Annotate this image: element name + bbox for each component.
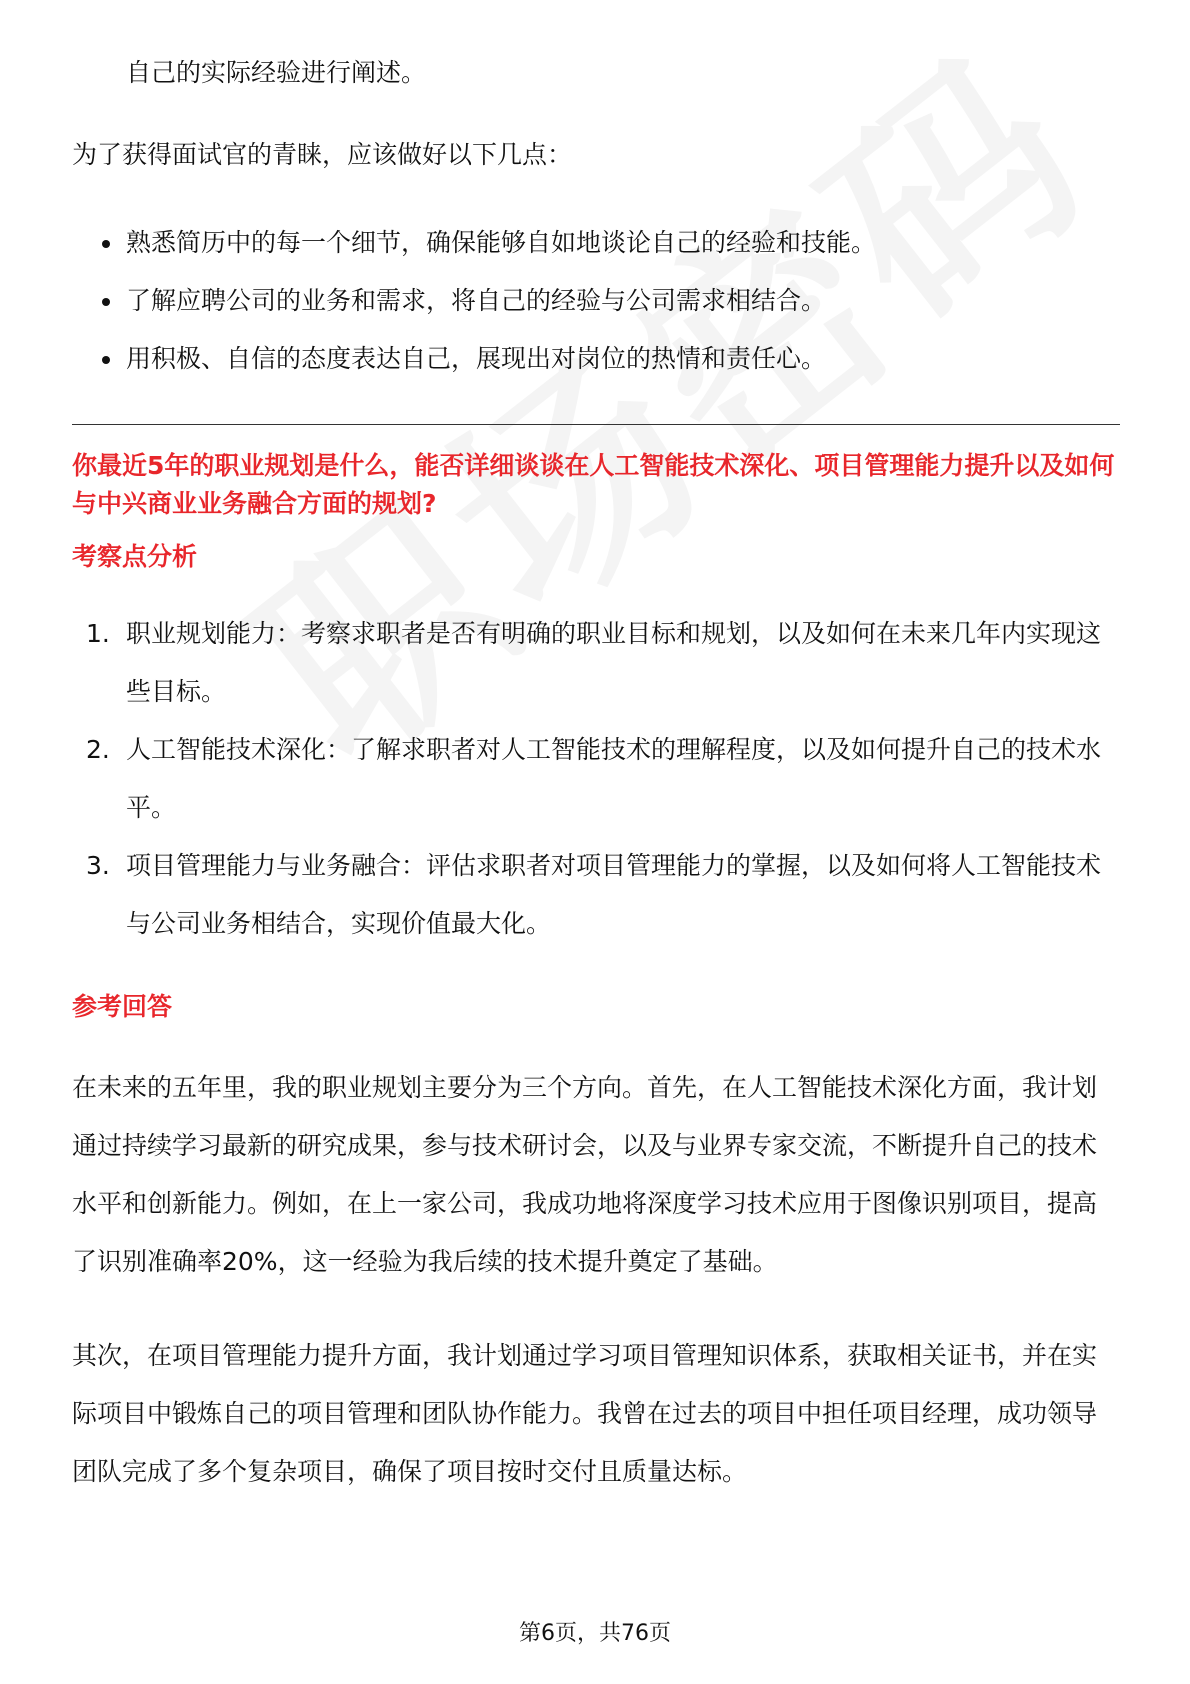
section-divider bbox=[72, 424, 1120, 425]
list-item bbox=[72, 837, 1120, 953]
answer-paragraph: 其次，在项目管理能力提升方面，我计划通过学习项目管理知识体系，获取相关证书，并在实际项目中锻炼自己的项目管理和团队协作能力。我曾在过去的项目中担任项目经理，成功领导团队完成了多个复杂项目，确保了项目按时交付且质量达标。 bbox=[72, 1341, 1098, 1486]
list-number: 3. bbox=[86, 851, 110, 880]
list-item bbox=[72, 721, 1120, 837]
analysis-list bbox=[72, 605, 1120, 953]
list-item bbox=[72, 605, 1120, 721]
list-item: 熟悉简历中的每一个细节，确保能够自如地谈论自己的经验和技能。 bbox=[72, 214, 1120, 272]
answer-heading: 参考回答 bbox=[72, 992, 173, 1021]
answer-paragraph: 在未来的五年里，我的职业规划主要分为三个方向。首先，在人工智能技术深化方面，我计划通过持续学习最新的研究成果，参与技术研讨会，以及与业界专家交流，不断提升自己的技术水平和创新能力。例如，在上一家公司，我成功地将深度学习技术应用于图像识别项目，提高了识别准确率20%，这一经验为我后续的技术提升奠定了基础。 bbox=[72, 1073, 1098, 1276]
page-number: 第6页，共76页 bbox=[519, 1621, 671, 1646]
question-title: 你最近5年的职业规划是什么，能否详细谈谈在人工智能技术深化、项目管理能力提升以及如何与中兴商业业务融合方面的规划? bbox=[72, 451, 1115, 518]
page-content bbox=[72, 44, 1120, 1501]
list-number: 1. bbox=[86, 619, 110, 648]
analysis-heading: 考察点分析 bbox=[72, 542, 198, 571]
list-text: 项目管理能力与业务融合：评估求职者对项目管理能力的掌握，以及如何将人工智能技术与公司业务相结合，实现价值最大化。 bbox=[126, 851, 1102, 938]
tips-list bbox=[72, 214, 1120, 388]
list-number: 2. bbox=[86, 735, 110, 764]
continuation-text: 自己的实际经验进行阐述。 bbox=[126, 58, 427, 87]
intro-text: 为了获得面试官的青睐，应该做好以下几点： bbox=[72, 140, 573, 169]
list-text: 职业规划能力：考察求职者是否有明确的职业目标和规划，以及如何在未来几年内实现这些目标。 bbox=[126, 619, 1102, 706]
list-text: 人工智能技术深化：了解求职者对人工智能技术的理解程度，以及如何提升自己的技术水平。 bbox=[126, 735, 1102, 822]
list-item: 了解应聘公司的业务和需求，将自己的经验与公司需求相结合。 bbox=[72, 272, 1120, 330]
list-item: 用积极、自信的态度表达自己，展现出对岗位的热情和责任心。 bbox=[72, 330, 1120, 388]
